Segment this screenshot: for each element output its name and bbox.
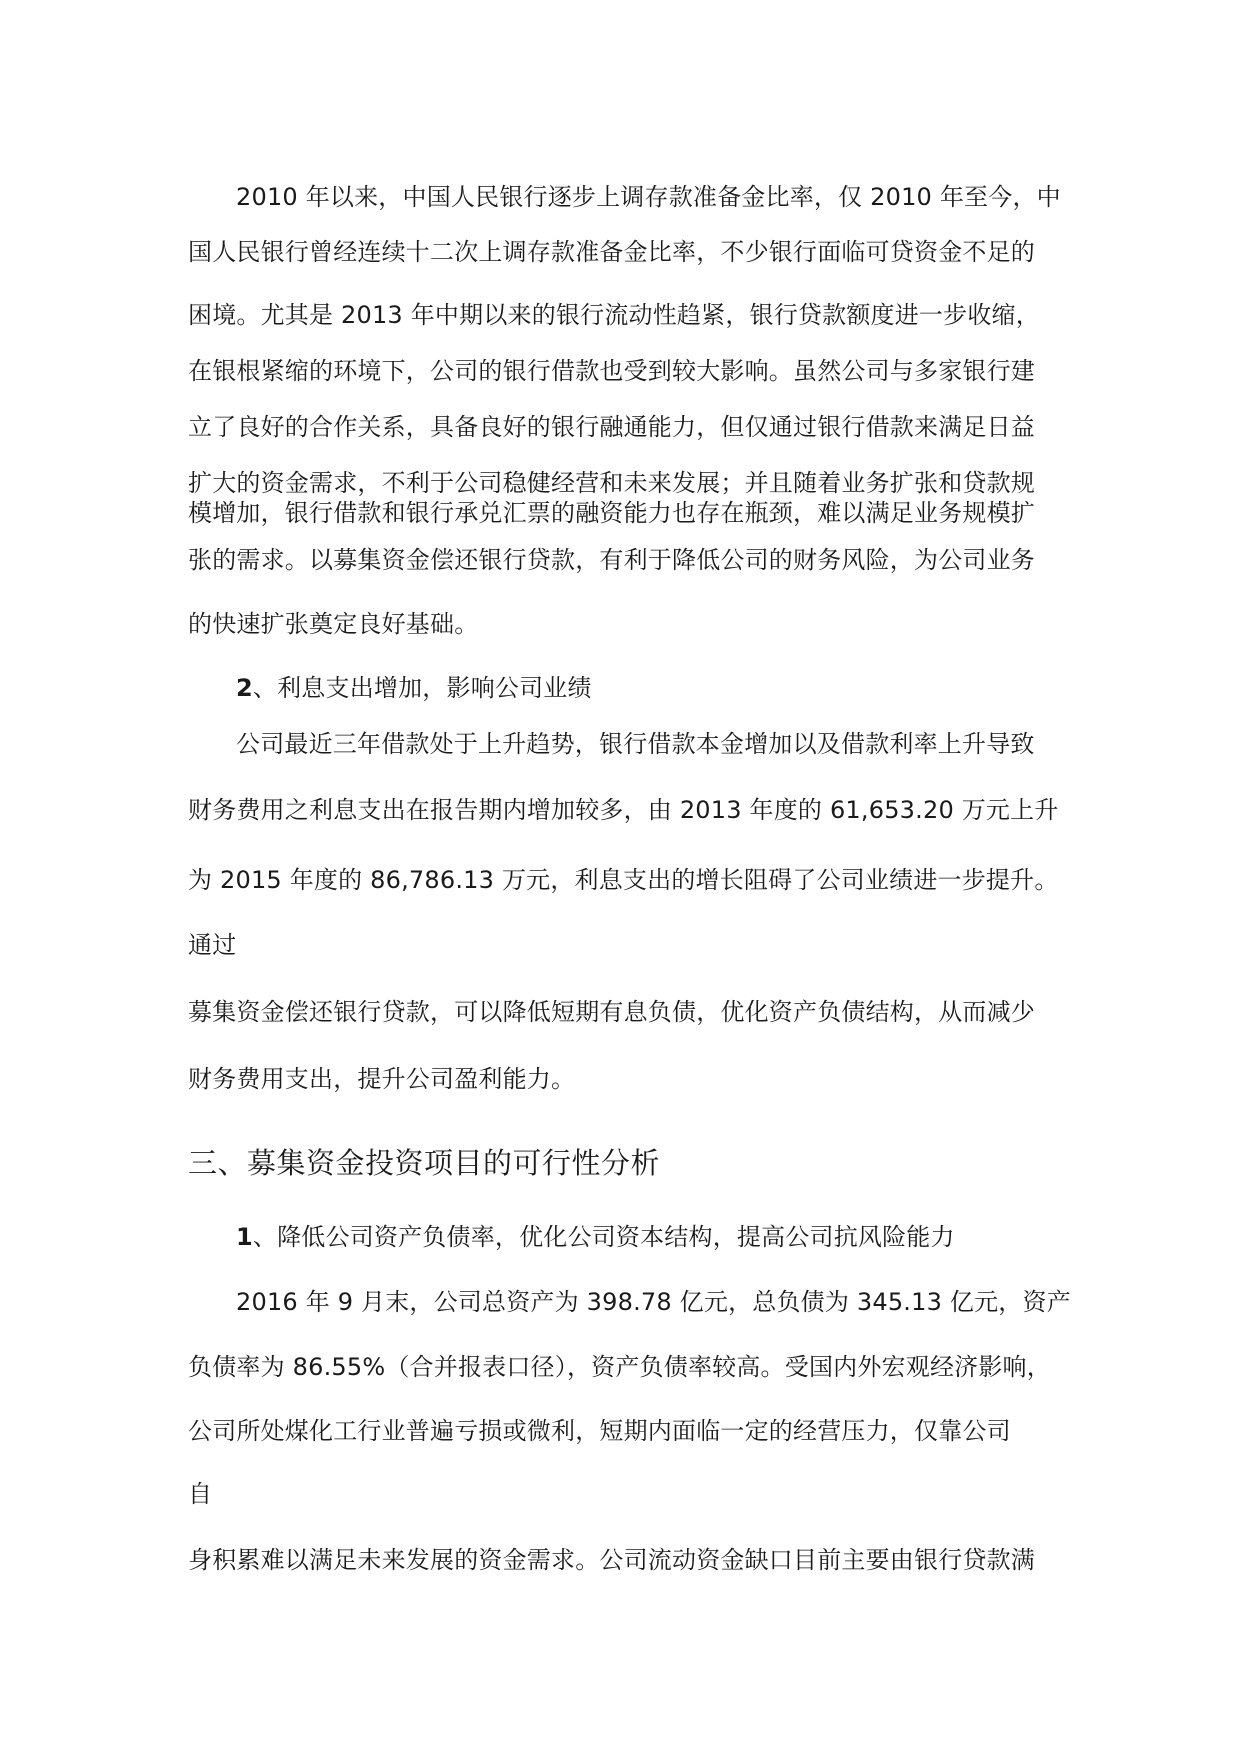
item-2-number: 2 [236,674,253,702]
para2-line-2: 财务费用之利息支出在报告期内增加较多，由 2013 年度的 61,653.20 万元上升 [188,796,1059,824]
para1-line-8: 张的需求。以募集资金偿还银行贷款，有利于降低公司的财务风险，为公司业务 [188,546,1035,574]
para3-line-5: 身积累难以满足未来发展的资金需求。公司流动资金缺口目前主要由银行贷款满 [188,1546,1035,1574]
item-1-number: 1 [236,1223,253,1251]
para1-line-2: 国人民银行曾经连续十二次上调存款准备金比率，不少银行面临可贷资金不足的 [188,238,1035,266]
section-3-title: 三、募集资金投资项目的可行性分析 [188,1146,661,1180]
para3-line-2: 负债率为 86.55%（合并报表口径），资产负债率较高。受国内外宏观经济影响， [188,1353,1051,1381]
para1-line-7: 模增加，银行借款和银行承兑汇票的融资能力也存在瓶颈，难以满足业务规模扩 [188,499,1035,527]
para1-line-5: 立了良好的合作关系，具备良好的银行融通能力，但仅通过银行借款来满足日益 [188,413,1035,441]
item-1-heading [236,1221,955,1253]
item-2-heading [236,672,592,704]
para1-line-6: 扩大的资金需求，不利于公司稳健经营和未来发展；并且随着业务扩张和贷款规 [188,469,1035,497]
para3-line-3: 公司所处煤化工行业普遍亏损或微利，短期内面临一定的经营压力，仅靠公司 [188,1417,1011,1445]
para2-line-5: 募集资金偿还银行贷款，可以降低短期有息负债，优化资产负债结构，从而减少 [188,998,1035,1026]
para3-line-4: 自 [188,1480,213,1508]
para1-line-3: 困境。尤其是 2013 年中期以来的银行流动性趋紧，银行贷款额度进一步收缩， [188,301,1040,329]
para1-line-9: 的快速扩张奠定良好基础。 [188,610,479,638]
item-2-text: 、利息支出增加，影响公司业绩 [252,674,592,702]
para2-line-3: 为 2015 年度的 86,786.13 万元，利息支出的增长阻碍了公司业绩进一步提升。 [188,866,1059,894]
para1-line-4: 在银根紧缩的环境下，公司的银行借款也受到较大影响。虽然公司与多家银行建 [188,357,1035,385]
para2-line-1: 公司最近三年借款处于上升趋势，银行借款本金增加以及借款利率上升导致 [236,730,1035,758]
item-1-text: 、降低公司资产负债率，优化公司资本结构，提高公司抗风险能力 [252,1223,955,1251]
para2-line-6: 财务费用支出，提升公司盈利能力。 [188,1065,576,1093]
para1-line-1: 2010 年以来，中国人民银行逐步上调存款准备金比率，仅 2010 年至今，中 [236,183,1061,211]
para2-line-4: 通过 [188,931,237,959]
para3-line-1: 2016 年 9 月末，公司总资产为 398.78 亿元，总负债为 345.13 亿元，资产 [236,1288,1071,1316]
